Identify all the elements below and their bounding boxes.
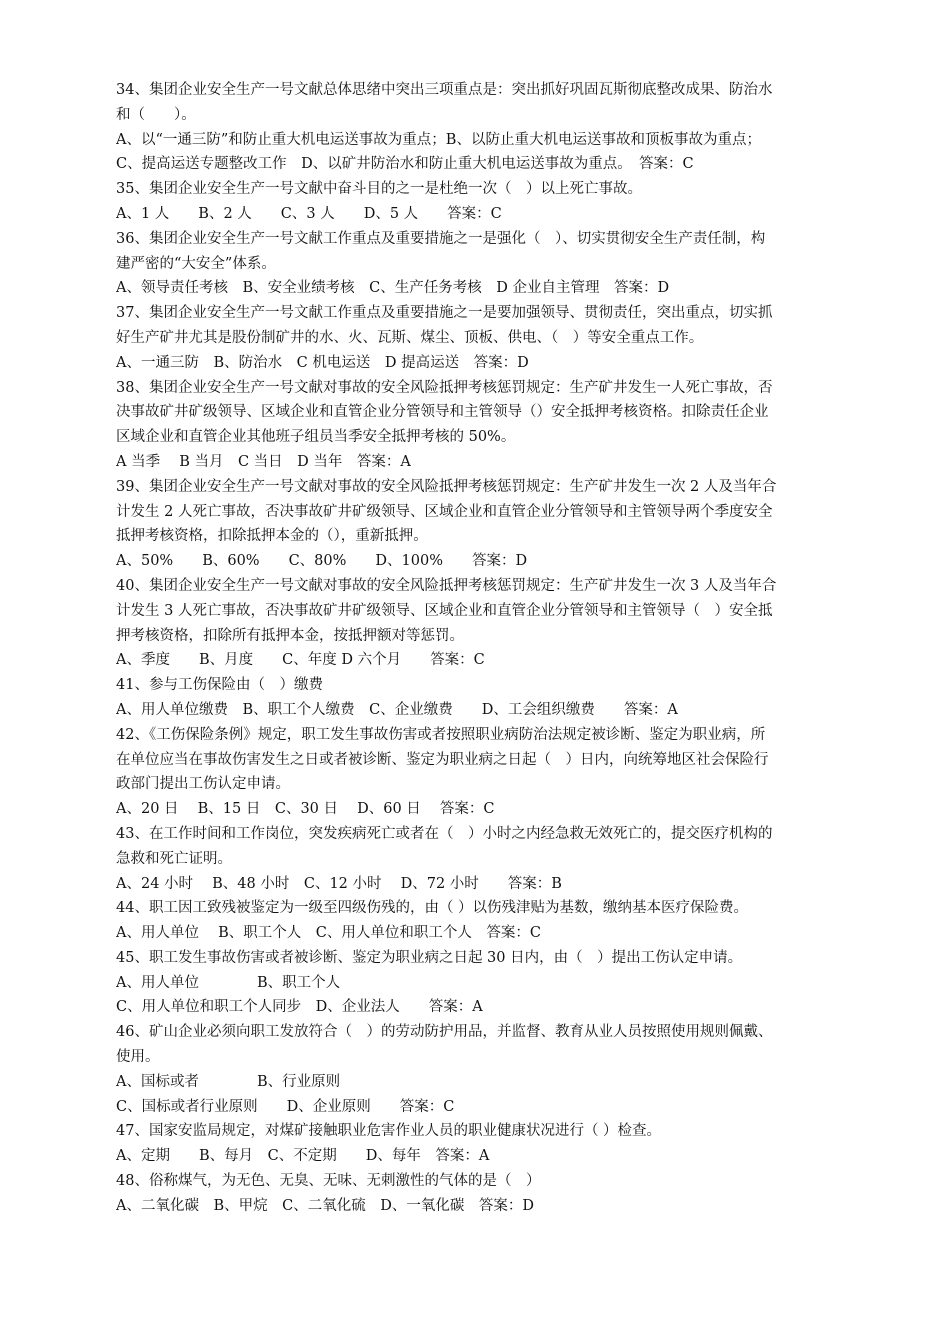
text-line: A、以“一通三防”和防止重大机电运送事故为重点；B、以防止重大机电运送事故和顶板事故为重点； [116,131,761,148]
text-line: A、1 人 B、2 人 C、3 人 D、5 人 答案：C [116,205,502,222]
text-line: C、用人单位和职工个人同步 D、企业法人 答案：A [116,999,483,1016]
text-line: 急救和死亡证明。 [116,850,232,867]
text-line: 使用。 [116,1049,160,1066]
text-line: 计发生 3 人死亡事故，否决事故矿井矿级领导、区域企业和直管企业分管领导和主管领导（ ）安全抵 [116,602,773,619]
text-line: A、领导责任考核 B、安全业绩考核 C、生产任务考核 D 企业自主管理 答案：D [116,280,670,297]
text-line: 计发生 2 人死亡事故，否决事故矿井矿级领导、区域企业和直管企业分管领导和主管领导两个季度安全 [116,503,773,520]
text-line: A、用人单位缴费 B、职工个人缴费 C、企业缴费 D、工会组织缴费 答案：A [116,701,678,718]
text-line: A、20 日 B、15 日 C、30 日 D、60 日 答案：C [116,801,495,818]
text-line: 好生产矿井尤其是股份制矿井的水、火、瓦斯、煤尘、顶板、供电、（ ）等安全重点工作。 [116,329,704,346]
text-line: 47、国家安监局规定，对煤矿接触职业危害作业人员的职业健康状况进行（ ）检查。 [116,1123,662,1140]
text-line: C、提高运送专题整改工作 D、以矿井防治水和防止重大机电运送事故为重点。 答案：C [116,156,694,173]
text-line: 押考核资格，扣除所有抵押本金，按抵押额对等惩罚。 [116,627,464,644]
text-line: 建严密的“大安全”体系。 [116,255,276,272]
text-line: A、二氧化碳 B、甲烷 C、二氧化硫 D、一氧化碳 答案：D [116,1197,534,1214]
text-line: 41、参与工伤保险由（ ）缴费 [116,677,323,694]
text-line: 34、集团企业安全生产一号文献总体思绪中突出三项重点是：突出抓好巩固瓦斯彻底整改成果、防治水 [116,82,773,98]
text-line: 37、集团企业安全生产一号文献工作重点及重要措施之一是要加强领导、贯彻责任，突出重点，切实抓 [116,305,773,322]
text-line: A、定期 B、每月 C、不定期 D、每年 答案：A [116,1148,490,1165]
text-line: A、国标或者 B、行业原则 [116,1073,341,1090]
text-line: 43、在工作时间和工作岗位，突发疾病死亡或者在（ ）小时之内经急救无效死亡的，提交医疗机构的 [116,825,773,842]
text-line: 48、俗称煤气，为无色、无臭、无味、无刺激性的气体的是（ ） [116,1173,541,1190]
text-line: 45、职工发生事故伤害或者被诊断、鉴定为职业病之日起 30 日内，由（ ）提出工伤认定申请。 [116,949,743,966]
text-line: 40、集团企业安全生产一号文献对事故的安全风险抵押考核惩罚规定：生产矿井发生一次 3 人及当年合 [116,577,777,594]
document-page [116,78,836,1219]
text-line: 在单位应当在事故伤害发生之日或者被诊断、鉴定为职业病之日起（ ）日内，向统筹地区社会保险行 [116,751,769,768]
text-line: 44、职工因工致残被鉴定为一级至四级伤残的，由（ ）以伤残津贴为基数，缴纳基本医疗保险费。 [116,900,749,917]
text-line: A、用人单位 B、职工个人 [116,974,341,991]
text-line: A、季度 B、月度 C、年度 D 六个月 答案：C [116,652,485,669]
text-line: 35、集团企业安全生产一号文献中奋斗目的之一是杜绝一次（ ）以上死亡事故。 [116,181,642,198]
text-line: 36、集团企业安全生产一号文献工作重点及重要措施之一是强化（ ）、切实贯彻安全生产责任制，构 [116,230,766,247]
text-line: 政部门提出工伤认定申请。 [116,776,290,793]
text-line: 42、《工伤保险条例》规定，职工发生事故伤害或者按照职业病防治法规定被诊断、鉴定为职业病，所 [116,726,766,743]
text-line: 决事故矿井矿级领导、区域企业和直管企业分管领导和主管领导（）安全抵押考核资格。扣除责任企业 [116,404,769,421]
text-line: 抵押考核资格，扣除抵押本金的（），重新抵押。 [116,528,428,545]
text-line: 区域企业和直管企业其他班子组员当季安全抵押考核的 50%。 [116,429,516,446]
text-line: A、一通三防 B、防治水 C 机电运送 D 提高运送 答案：D [116,354,529,371]
text-line: A、24 小时 B、48 小时 C、12 小时 D、72 小时 答案：B [116,875,562,892]
text-line: 39、集团企业安全生产一号文献对事故的安全风险抵押考核惩罚规定：生产矿井发生一次 2 人及当年合 [116,478,777,495]
text-line: A、50% B、60% C、80% D、100% 答案：D [116,553,528,570]
text-line: C、国标或者行业原则 D、企业原则 答案：C [116,1098,455,1115]
text-line: 和（ ）。 [116,106,196,123]
text-line: 46、矿山企业必须向职工发放符合（ ）的劳动防护用品，并监督、教育从业人员按照使用规则佩戴、 [116,1024,773,1041]
text-line: A 当季 B 当月 C 当日 D 当年 答案：A [116,453,411,470]
text-line: 38、集团企业安全生产一号文献对事故的安全风险抵押考核惩罚规定：生产矿井发生一人死亡事故，否 [116,379,773,396]
text-line: A、用人单位 B、职工个人 C、用人单位和职工个人 答案：C [116,925,541,942]
